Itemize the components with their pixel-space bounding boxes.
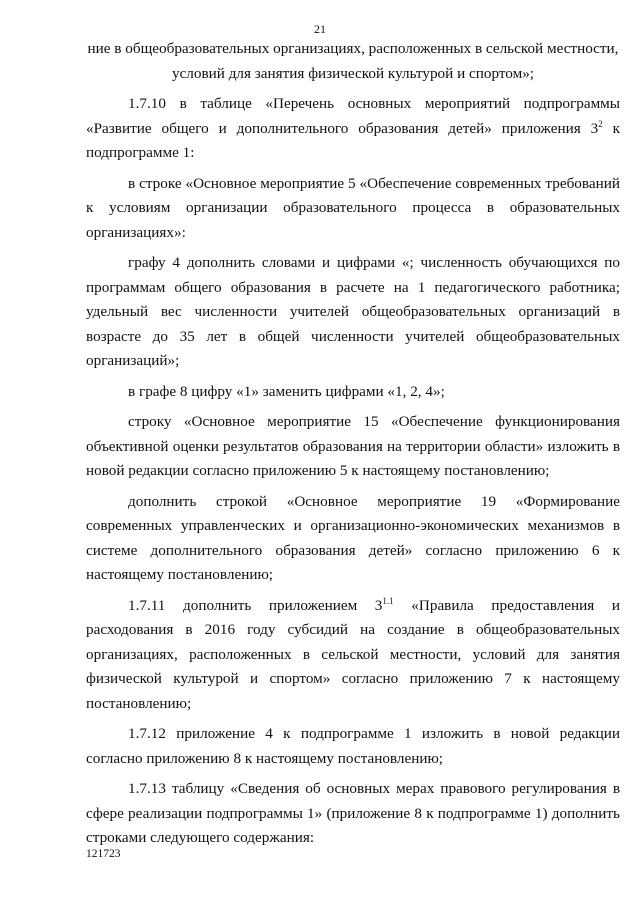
paragraph-text: «Правила предоставления и расходования в 2016 году субсидий на создание в общеобразовательных организациях, расположенных в сельской местности, условий для занятия физической культурой и спортом» согласно приложению 7 к настоящему постановлению; (86, 596, 620, 712)
document-body (86, 37, 620, 857)
paragraph-1-7-12: 1.7.12 приложение 4 к подпрограмме 1 изложить в новой редакции согласно приложению 8 к настоящему постановлению; (86, 725, 620, 767)
paragraph-column-8: в графе 8 цифру «1» заменить цифрами «1, 2, 4»; (128, 382, 445, 400)
paragraph-1-7-11 (86, 594, 620, 717)
paragraph-line-19: дополнить строкой «Основное мероприятие 19 «Формирование современных управленческих и организационно-экономических механизмов в системе дополнительного образования детей» согласно приложению 6 к настоящему постановлению; (86, 492, 620, 583)
paragraph-continuation: ние в общеобразовательных организациях, расположенных в сельской местности, условий для занятия физической культурой и спортом»; (87, 40, 619, 82)
document-code: 121723 (86, 848, 121, 860)
paragraph-1-7-13: 1.7.13 таблицу «Сведения об основных мерах правового регулирования в сфере реализации подпрограммы 1» (приложение 8 к подпрограмме 1) дополнить строками следующего содержания: (86, 780, 620, 846)
paragraph-1-7-10 (86, 92, 620, 166)
superscript: 2 (598, 118, 603, 129)
superscript: 1.1 (382, 595, 394, 606)
paragraph-text: 1.7.10 в таблице «Перечень основных мероприятий подпрограммы «Развитие общего и дополнительного образования детей» приложения 3 (86, 95, 620, 137)
paragraph-text: к подпрограмме 1: (86, 119, 620, 161)
paragraph-text: 1.7.11 дополнить приложением 3 (128, 596, 383, 614)
paragraph-line-5: в строке «Основное мероприятие 5 «Обеспечение современных требований к условиям организации образовательного процесса в образовательных организациях»: (86, 174, 620, 241)
page-number: 21 (314, 22, 326, 36)
paragraph-line-15: строку «Основное мероприятие 15 «Обеспечение функционирования объективной оценки результатов образования на территории области» изложить в новой редакции согласно приложению 5 к настоящему постановлению; (86, 413, 620, 479)
paragraph-column-4: графу 4 дополнить словами и цифрами «; численность обучающихся по программам общего образования в расчете на 1 педагогического работника; удельный вес численности учителей общеобразовательных организаций в возрасте до 35 лет в общей численности учителей общеобразовательных организаций»; (86, 254, 620, 369)
